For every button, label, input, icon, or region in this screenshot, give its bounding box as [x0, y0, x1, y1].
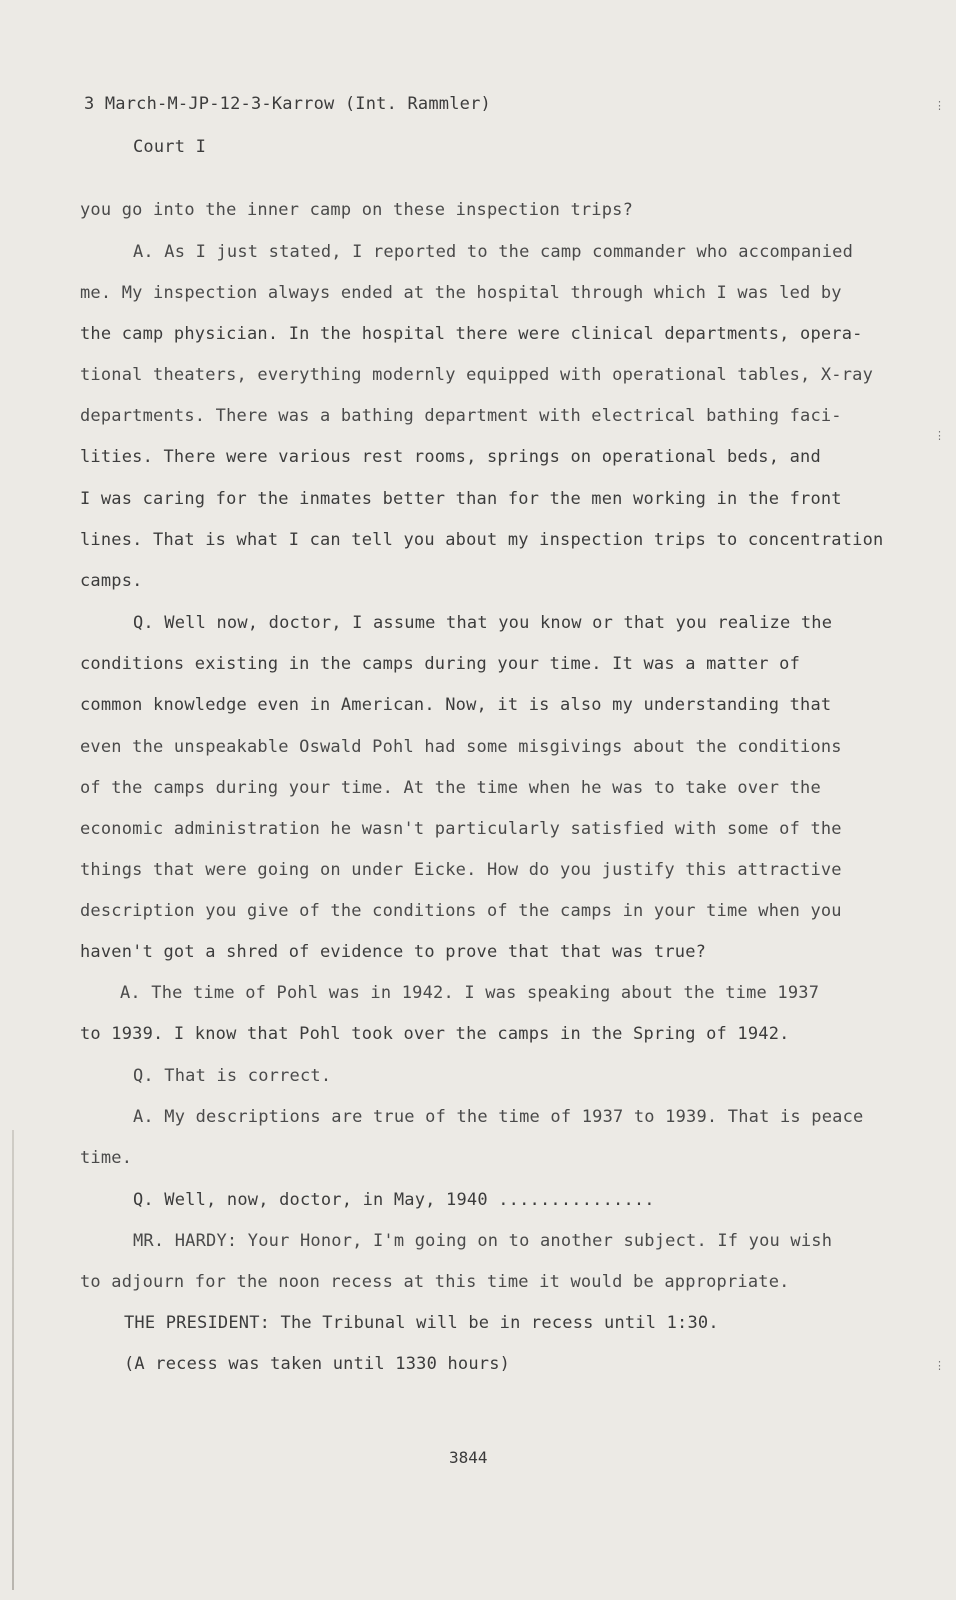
text-line: tional theaters, everything modernly equipped with operational tables, X-ray — [80, 365, 874, 385]
court-label: Court I — [133, 137, 207, 157]
text-line: lities. There were various rest rooms, springs on operational beds, and — [80, 447, 821, 467]
text-line: lines. That is what I can tell you about my inspection trips to concentration — [80, 530, 884, 550]
text-line: description you give of the conditions of the camps in your time when you — [80, 901, 842, 921]
text-line: time. — [80, 1148, 133, 1168]
edge-speck-mark: ⋮ — [934, 1359, 945, 1372]
text-line: common knowledge even in American. Now, it is also my understanding that — [80, 695, 832, 715]
text-line: (A recess was taken until 1330 hours) — [124, 1354, 511, 1374]
edge-speck-mark: ⋮ — [934, 99, 945, 112]
text-line: conditions existing in the camps during your time. It was a matter of — [80, 654, 801, 674]
text-line: THE PRESIDENT: The Tribunal will be in recess until 1:30. — [124, 1313, 719, 1333]
text-line: A. My descriptions are true of the time of 1937 to 1939. That is peace — [133, 1107, 864, 1127]
text-line: Q. That is correct. — [133, 1066, 332, 1086]
text-line: departments. There was a bathing department with electrical bathing faci- — [80, 406, 842, 426]
edge-speck-mark: ⋮ — [934, 429, 945, 442]
text-line: Q. Well now, doctor, I assume that you know or that you realize the — [133, 613, 833, 633]
text-line: the camp physician. In the hospital there were clinical departments, opera- — [80, 324, 863, 344]
page-edge-line — [12, 1130, 14, 1590]
text-line: camps. — [80, 571, 143, 591]
text-line: I was caring for the inmates better than for the men working in the front — [80, 489, 842, 509]
page-number: 3844 — [449, 1448, 488, 1467]
text-line: of the camps during your time. At the time when he was to take over the — [80, 778, 821, 798]
text-line: you go into the inner camp on these inspection trips? — [80, 200, 634, 220]
docket-header: 3 March-M-JP-12-3-Karrow (Int. Rammler) — [84, 94, 491, 114]
text-line: to 1939. I know that Pohl took over the camps in the Spring of 1942. — [80, 1024, 790, 1044]
text-line: Q. Well, now, doctor, in May, 1940 ............... — [133, 1190, 655, 1210]
text-line: me. My inspection always ended at the hospital through which I was led by — [80, 283, 842, 303]
text-line: to adjourn for the noon recess at this time it would be appropriate. — [80, 1272, 790, 1292]
text-line: even the unspeakable Oswald Pohl had some misgivings about the conditions — [80, 737, 842, 757]
text-line: A. The time of Pohl was in 1942. I was speaking about the time 1937 — [120, 983, 820, 1003]
text-line: things that were going on under Eicke. How do you justify this attractive — [80, 860, 842, 880]
text-line: A. As I just stated, I reported to the camp commander who accompanied — [133, 242, 854, 262]
text-line: MR. HARDY: Your Honor, I'm going on to another subject. If you wish — [133, 1231, 833, 1251]
text-line: haven't got a shred of evidence to prove that that was true? — [80, 942, 707, 962]
text-line: economic administration he wasn't particularly satisfied with some of the — [80, 819, 842, 839]
